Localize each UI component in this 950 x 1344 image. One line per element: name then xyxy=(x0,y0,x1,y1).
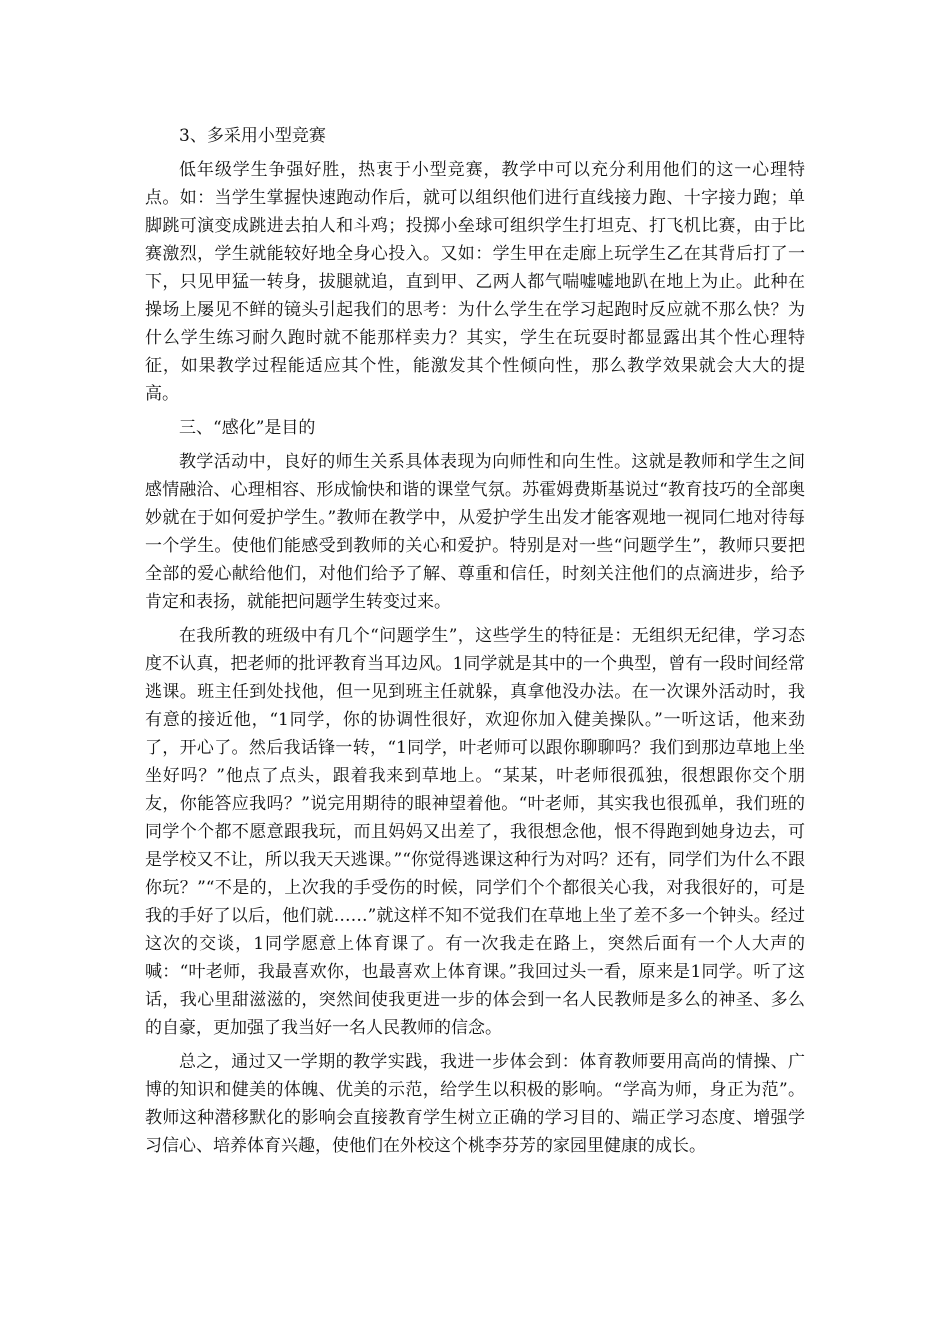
document-body xyxy=(145,122,805,1166)
paragraph-competitions: 低年级学生争强好胜，热衷于小型竞赛，教学中可以充分利用他们的这一心理特点。如：当学生掌握快速跑动作后，就可以组织他们进行直线接力跑、十字接力跑；单脚跳可演变成跳进去拍人和斗鸡；投掷小垒球可组织学生打坦克、打飞机比赛，由于比赛激烈，学生就能较好地全身心投入。又如：学生甲在走廊上玩学生乙在其背后打了一下，只见甲猛一转身，拔腿就追，直到甲、乙两人都气喘嘘嘘地趴在地上为止。此种在操场上屡见不鲜的镜头引起我们的思考：为什么学生在学习起跑时反应就不那么快？为什么学生练习耐久跑时就不能那样卖力？其实，学生在玩耍时都显露出其个性心理特征，如果教学过程能适应其个性，能激发其个性倾向性，那么教学效果就会大大的提高。 xyxy=(145,160,805,404)
section-heading-influence: 三、“感化”是目的 xyxy=(179,418,316,438)
paragraph-conclusion: 总之，通过又一学期的教学实践，我进一步体会到：体育教师要用高尚的情操、广博的知识和健美的体魄、优美的示范，给学生以积极的影响。“学高为师，身正为范”。教师这种潜移默化的影响会直接教育学生树立正确的学习目的、端正学习态度、增强学习信心、培养体育兴趣，使他们在外校这个桃李芬芳的家园里健康的成长。 xyxy=(145,1052,805,1156)
paragraph-teacher-student-relations: 教学活动中，良好的师生关系具体表现为向师性和向生性。这就是教师和学生之间感情融洽、心理相容、形成愉快和谐的课堂气氛。苏霍姆费斯基说过“教育技巧的全部奥妙就在于如何爱护学生。”教师在教学中，从爱护学生出发才能客观地一视同仁地对待每一个学生。使他们能感受到教师的关心和爱护。特别是对一些“问题学生”，教师只要把全部的爱心献给他们，对他们给予了解、尊重和信任，时刻关注他们的点滴进步，给予肯定和表扬，就能把问题学生转变过来。 xyxy=(145,452,805,612)
section-heading-small-competitions: 3、多采用小型竞赛 xyxy=(179,126,326,146)
paragraph-problem-students-story: 在我所教的班级中有几个“问题学生”，这些学生的特征是：无组织无纪律，学习态度不认真，把老师的批评教育当耳边风。1同学就是其中的一个典型，曾有一段时间经常逃课。班主任到处找他，但一见到班主任就躲，真拿他没办法。在一次课外活动时，我有意的接近他，“1同学，你的协调性很好，欢迎你加入健美操队。”一听这话，他来劲了，开心了。然后我话锋一转，“1同学，叶老师可以跟你聊聊吗？我们到那边草地上坐坐好吗？”他点了点头，跟着我来到草地上。“某某，叶老师很孤独，很想跟你交个朋友，你能答应我吗？”说完用期待的眼神望着他。“叶老师，其实我也很孤单，我们班的同学个个都不愿意跟我玩，而且妈妈又出差了，我很想念他，恨不得跑到她身边去，可是学校又不让，所以我天天逃课。”“你觉得逃课这种行为对吗？还有，同学们为什么不跟你玩？”“不是的，上次我的手受伤的时候，同学们个个都很关心我，对我很好的，可是我的手好了以后，他们就……”就这样不知不觉我们在草地上坐了差不多一个钟头。经过这次的交谈，1同学愿意上体育课了。有一次我走在路上，突然后面有一个人大声的喊：“叶老师，我最喜欢你，也最喜欢上体育课。”我回过头一看，原来是1同学。听了这话，我心里甜滋滋的，突然间使我更进一步的体会到一名人民教师是多么的神圣、多么的自豪，更加强了我当好一名人民教师的信念。 xyxy=(145,626,805,1038)
